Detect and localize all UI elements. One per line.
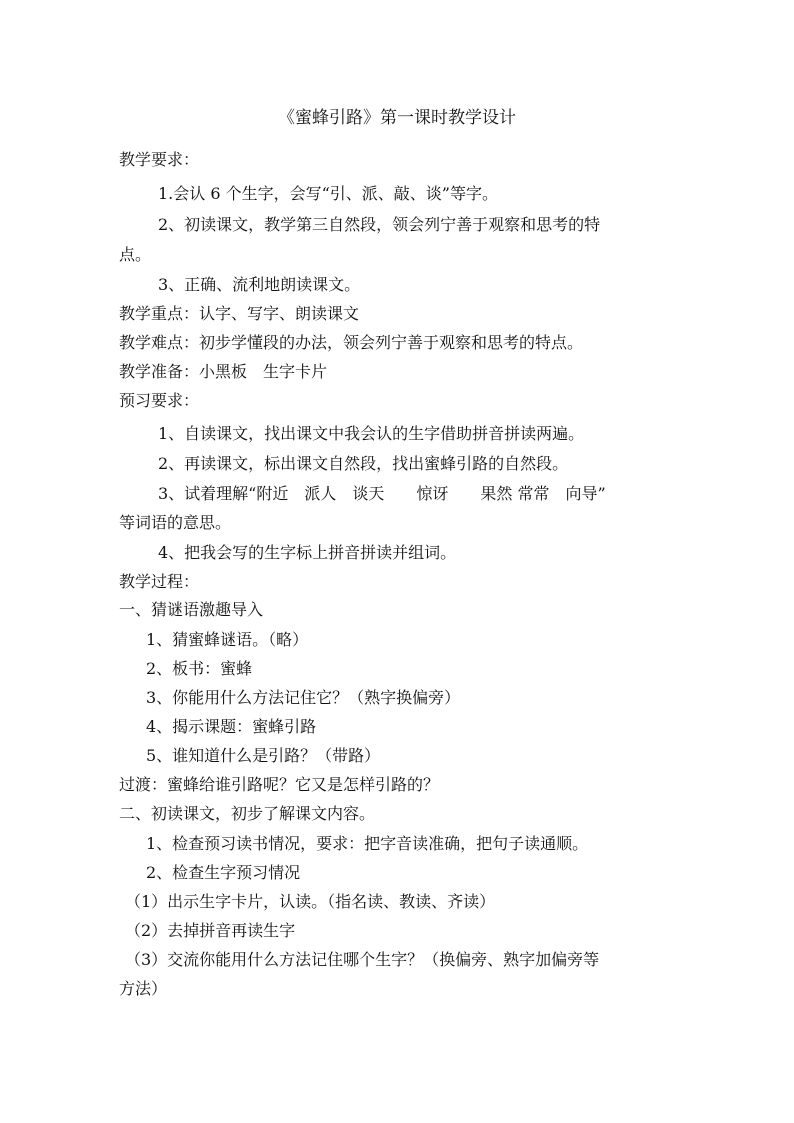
- document-title: 《蜜蜂引路》第一课时教学设计: [278, 108, 516, 128]
- process-substep-3: （3）交流你能用什么方法记住哪个生字？（换偏旁、熟字加偏旁等: [125, 950, 600, 969]
- process-step-2-item-2: 2、检查生字预习情况: [146, 863, 301, 882]
- preview-item-3: 3、试着理解“附近 派人 谈天 惊讶 果然 常常 向导”: [158, 484, 606, 503]
- section-heading-requirements: 教学要求：: [119, 150, 200, 169]
- transition-text: 过渡：蜜蜂给谁引路呢？它又是怎样引路的？: [119, 775, 440, 794]
- process-step-1-item-4: 4、揭示课题：蜜蜂引路: [146, 717, 317, 736]
- process-step-1-heading: 一、猜谜语激趣导入: [119, 600, 264, 619]
- teaching-key-points: 教学重点：认字、写字、朗读课文: [119, 304, 360, 323]
- requirement-item-2-continued: 点。: [119, 245, 152, 264]
- process-step-1-item-3: 3、你能用什么方法记住它？（熟字换偏旁）: [146, 688, 461, 707]
- process-substep-1: （1）出示生字卡片，认读。（指名读、教读、齐读）: [125, 892, 496, 911]
- process-step-2-heading: 二、初读课文，初步了解课文内容。: [119, 804, 376, 823]
- process-step-1-item-2: 2、板书：蜜蜂: [146, 659, 253, 678]
- process-step-2-item-1: 1、检查预习读书情况，要求：把字音读准确，把句子读通顺。: [146, 834, 589, 853]
- section-heading-preview: 预习要求：: [119, 391, 200, 410]
- section-heading-process: 教学过程：: [119, 572, 200, 591]
- preview-item-2: 2、再读课文，标出课文自然段，找出蜜蜂引路的自然段。: [158, 454, 569, 473]
- preview-item-1: 1、自读课文，找出课文中我会认的生字借助拼音拼读两遍。: [158, 424, 585, 443]
- requirement-item-3: 3、正确、流利地朗读课文。: [158, 275, 361, 294]
- process-substep-2: （2）去掉拼音再读生字: [125, 921, 296, 940]
- process-substep-3-continued: 方法）: [119, 979, 168, 998]
- teaching-preparation: 教学准备：小黑板 生字卡片: [119, 362, 328, 381]
- process-step-1-item-5: 5、谁知道什么是引路？（带路）: [146, 746, 381, 765]
- requirement-item-1: 1.会认 6 个生字，会写“引、派、敲、谈”等字。: [158, 184, 498, 203]
- teaching-difficulties: 教学难点：初步学懂段的办法，领会列宁善于观察和思考的特点。: [119, 333, 584, 352]
- preview-item-3-continued: 等词语的意思。: [119, 513, 232, 532]
- process-step-1-item-1: 1、猜蜜蜂谜语。（略）: [146, 630, 309, 649]
- preview-item-4: 4、把我会写的生字标上拼音拼读并组词。: [158, 543, 457, 562]
- requirement-item-2: 2、初读课文，教学第三自然段，领会列宁善于观察和思考的特: [158, 215, 601, 234]
